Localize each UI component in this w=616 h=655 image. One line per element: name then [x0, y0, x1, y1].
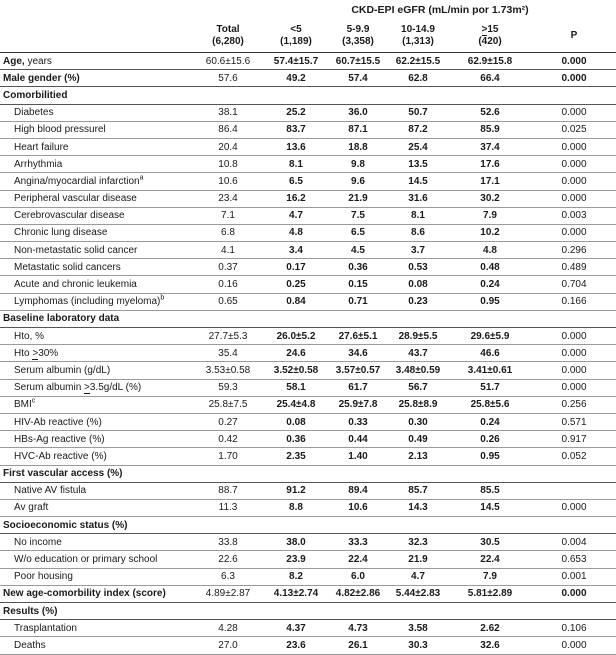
table-row	[0, 431, 616, 448]
table-cell: 50.7	[388, 104, 448, 121]
table-cell: 4.1	[192, 242, 264, 259]
table-cell: 37.4	[448, 138, 532, 155]
row-label: Baseline laboratory data	[0, 310, 616, 327]
table-cell: 60.6±15.6	[192, 53, 264, 70]
table-row	[0, 551, 616, 568]
table-cell: 31.6	[388, 190, 448, 207]
table-cell: 83.7	[264, 121, 328, 138]
table-cell: 30.3	[388, 637, 448, 654]
table-cell: 3.52±0.58	[264, 362, 328, 379]
table-cell: 14.5	[388, 173, 448, 190]
section-row	[0, 70, 616, 87]
table-cell: 66.4	[448, 70, 532, 87]
table-cell: 0.24	[448, 276, 532, 293]
table-row	[0, 259, 616, 276]
table-cell: 57.4	[328, 70, 388, 87]
table-cell: 2.62	[448, 620, 532, 637]
table-row	[0, 207, 616, 224]
table-cell: 14.5	[448, 499, 532, 516]
table-cell: 33.8	[192, 534, 264, 551]
table-row	[0, 276, 616, 293]
section-row	[0, 53, 616, 70]
table-cell: 32.3	[388, 534, 448, 551]
table-cell: 25.9±7.8	[328, 396, 388, 413]
table-cell: 57.6	[192, 70, 264, 87]
row-label: First vascular access (%)	[0, 465, 616, 482]
table-cell: 56.7	[388, 379, 448, 396]
row-label: Hto, %	[0, 328, 192, 345]
table-cell: 7.1	[192, 207, 264, 224]
table-row	[0, 499, 616, 516]
table-row	[0, 379, 616, 396]
table-cell: 0.95	[448, 293, 532, 310]
table-cell: 0.36	[264, 431, 328, 448]
table-cell: 0.15	[328, 276, 388, 293]
row-label: Av graft	[0, 499, 192, 516]
table-cell: 6.8	[192, 224, 264, 241]
table-cell: 0.000	[532, 190, 616, 207]
table-cell: 3.57±0.57	[328, 362, 388, 379]
table-cell: 0.16	[192, 276, 264, 293]
table-cell: 6.5	[264, 173, 328, 190]
table-cell: 0.23	[388, 293, 448, 310]
row-label: Diabetes	[0, 104, 192, 121]
table-cell: 1.70	[192, 448, 264, 465]
table-cell: 0.106	[532, 620, 616, 637]
table-cell: 0.24	[448, 413, 532, 430]
row-label: Hto >30%	[0, 345, 192, 362]
table-cell: 0.84	[264, 293, 328, 310]
table-cell: 3.7	[388, 242, 448, 259]
table-cell: 3.41±0.61	[448, 362, 532, 379]
header-p: P	[570, 30, 578, 41]
table-cell: 30.5	[448, 534, 532, 551]
table-cell: 0.27	[192, 413, 264, 430]
row-label: Age, years	[0, 53, 192, 70]
table-cell: 26.1	[328, 637, 388, 654]
table-cell: 49.2	[264, 70, 328, 87]
table-cell: 4.7	[264, 207, 328, 224]
table-cell: 91.2	[264, 482, 328, 499]
table-cell: 26.0±5.2	[264, 328, 328, 345]
table-cell: 3.48±0.59	[388, 362, 448, 379]
table-cell: 8.1	[264, 156, 328, 173]
table-cell: 8.1	[388, 207, 448, 224]
table-row	[0, 224, 616, 241]
table-cell: 3.4	[264, 242, 328, 259]
table-cell: 4.82±2.86	[328, 585, 388, 602]
row-label: BMI$^c$	[0, 396, 192, 413]
table-row	[0, 482, 616, 499]
table-cell: 0.000	[532, 156, 616, 173]
row-label: W/o education or primary school	[0, 551, 192, 568]
row-label: Chronic lung disease	[0, 224, 192, 241]
table-cell: 9.6	[328, 173, 388, 190]
table-cell: 51.7	[448, 379, 532, 396]
table-cell: 3.58	[388, 620, 448, 637]
row-label: Peripheral vascular disease	[0, 190, 192, 207]
table-cell: 6.0	[328, 568, 388, 585]
table-cell: 4.7	[388, 568, 448, 585]
table-cell: 0.36	[328, 259, 388, 276]
table-cell: 25.8±7.5	[192, 396, 264, 413]
table-cell: 10.6	[328, 499, 388, 516]
table-cell: 0.003	[532, 207, 616, 224]
table-cell: 0.49	[388, 431, 448, 448]
table-row	[0, 345, 616, 362]
table-cell: 38.0	[264, 534, 328, 551]
table-cell: 0.000	[532, 138, 616, 155]
table-cell: 27.7±5.3	[192, 328, 264, 345]
table-row	[0, 620, 616, 637]
table-cell: 30.2	[448, 190, 532, 207]
table-cell: 10.6	[192, 173, 264, 190]
table-row	[0, 448, 616, 465]
header-10-14: 10-14.9 (1,313)	[401, 24, 435, 47]
table-cell: 2.13	[388, 448, 448, 465]
table-cell: 7.5	[328, 207, 388, 224]
table-cell: 59.3	[192, 379, 264, 396]
table-cell: 0.166	[532, 293, 616, 310]
table-body	[0, 53, 616, 655]
table-cell: 3.53±0.58	[192, 362, 264, 379]
table-cell: 10.8	[192, 156, 264, 173]
table-cell: 0.000	[532, 585, 616, 602]
table-cell: 5.81±2.89	[448, 585, 532, 602]
table-cell: 36.0	[328, 104, 388, 121]
row-label: Arrhythmia	[0, 156, 192, 173]
table-row	[0, 156, 616, 173]
table-cell: 0.000	[532, 224, 616, 241]
table-cell: 60.7±15.5	[328, 53, 388, 70]
row-label: No income	[0, 534, 192, 551]
table-cell: 9.8	[328, 156, 388, 173]
table-cell: 17.6	[448, 156, 532, 173]
table-cell: 85.5	[448, 482, 532, 499]
table-cell: 86.4	[192, 121, 264, 138]
table-cell: 10.2	[448, 224, 532, 241]
table-header	[0, 20, 616, 53]
row-label: Native AV fistula	[0, 482, 192, 499]
table-cell: 22.6	[192, 551, 264, 568]
row-label: Angina/myocardial infarction$^a$	[0, 173, 192, 190]
row-label: Socioeconomic status (%)	[0, 517, 616, 534]
table-cell: 62.2±15.5	[388, 53, 448, 70]
table-cell: 58.1	[264, 379, 328, 396]
table-cell: 25.8±8.9	[388, 396, 448, 413]
table-cell: 32.6	[448, 637, 532, 654]
table-cell: 62.8	[388, 70, 448, 87]
table-cell: 4.5	[328, 242, 388, 259]
table-cell: 11.3	[192, 499, 264, 516]
section-row	[0, 603, 616, 620]
table-row	[0, 242, 616, 259]
row-label: Male gender (%)	[0, 70, 192, 87]
row-label: Deaths	[0, 637, 192, 654]
table-cell: 27.6±5.1	[328, 328, 388, 345]
table-cell: 22.4	[328, 551, 388, 568]
table-cell: 25.4	[388, 138, 448, 155]
table-row	[0, 534, 616, 551]
table-cell: 25.4±4.8	[264, 396, 328, 413]
section-row	[0, 585, 616, 602]
table-cell: 8.8	[264, 499, 328, 516]
table-cell: 27.0	[192, 637, 264, 654]
table-cell: 23.4	[192, 190, 264, 207]
table-cell: 8.6	[388, 224, 448, 241]
table-cell: 25.8±5.6	[448, 396, 532, 413]
header-lt5: <5 (1,189)	[280, 24, 312, 47]
row-label: Trasplantation	[0, 620, 192, 637]
row-label: Comorbilitied	[0, 87, 616, 104]
table-cell: 0.71	[328, 293, 388, 310]
table-cell: 0.26	[448, 431, 532, 448]
table-row	[0, 637, 616, 654]
row-label: High blood pressurel	[0, 121, 192, 138]
row-label: Results (%)	[0, 603, 616, 620]
table-cell: 0.000	[532, 328, 616, 345]
table-cell: 0.000	[532, 379, 616, 396]
table-cell: 0.25	[264, 276, 328, 293]
table-cell: 6.5	[328, 224, 388, 241]
row-label: Lymphomas (including myeloma)$^b$	[0, 293, 192, 310]
table-row	[0, 138, 616, 155]
table-cell: 0.256	[532, 396, 616, 413]
table-cell: 2.35	[264, 448, 328, 465]
table-cell: 0.000	[532, 499, 616, 516]
table-cell: 29.6±5.9	[448, 328, 532, 345]
table-cell: 0.000	[532, 173, 616, 190]
table-cell: 87.1	[328, 121, 388, 138]
table-cell: 21.9	[328, 190, 388, 207]
section-row	[0, 310, 616, 327]
table-cell: 22.4	[448, 551, 532, 568]
row-label: HVC-Ab reactive (%)	[0, 448, 192, 465]
table-cell: 0.001	[532, 568, 616, 585]
header-total: Total (6,280)	[212, 24, 244, 47]
table-cell: 4.8	[264, 224, 328, 241]
table-cell: 0.44	[328, 431, 388, 448]
table-cell: 0.30	[388, 413, 448, 430]
table-cell: 0.296	[532, 242, 616, 259]
table-row	[0, 173, 616, 190]
table-cell: 0.53	[388, 259, 448, 276]
table-cell: 0.704	[532, 276, 616, 293]
row-label: Acute and chronic leukemia	[0, 276, 192, 293]
table-cell: 0.48	[448, 259, 532, 276]
data-table	[0, 20, 616, 655]
table-cell: 28.9±5.5	[388, 328, 448, 345]
table-cell: 13.5	[388, 156, 448, 173]
egfr-group-title: CKD-EPI eGFR (mL/min por 1.73m²)	[351, 4, 529, 16]
table-cell: 5.44±2.83	[388, 585, 448, 602]
table-cell: 0.08	[264, 413, 328, 430]
table-cell: 0.33	[328, 413, 388, 430]
table-cell: 52.6	[448, 104, 532, 121]
table-cell: 16.2	[264, 190, 328, 207]
table-cell: 0.65	[192, 293, 264, 310]
table-cell: 89.4	[328, 482, 388, 499]
table-cell: 4.37	[264, 620, 328, 637]
table-row	[0, 293, 616, 310]
table-cell: 34.6	[328, 345, 388, 362]
table-row	[0, 396, 616, 413]
table-cell: 0.004	[532, 534, 616, 551]
table-row	[0, 568, 616, 585]
table-cell: 46.6	[448, 345, 532, 362]
table-cell: 0.653	[532, 551, 616, 568]
table-cell: 8.2	[264, 568, 328, 585]
table-cell: 4.89±2.87	[192, 585, 264, 602]
table-cell: 87.2	[388, 121, 448, 138]
table-cell: 4.28	[192, 620, 264, 637]
table-cell: 4.8	[448, 242, 532, 259]
table-cell: 0.95	[448, 448, 532, 465]
table-cell: 57.4±15.7	[264, 53, 328, 70]
table-cell: 21.9	[388, 551, 448, 568]
table-cell: 85.7	[388, 482, 448, 499]
table-cell: 18.8	[328, 138, 388, 155]
table-cell: 0.000	[532, 345, 616, 362]
table-cell: 33.3	[328, 534, 388, 551]
table-cell: 35.4	[192, 345, 264, 362]
row-label: HBs-Ag reactive (%)	[0, 431, 192, 448]
table-cell: 23.6	[264, 637, 328, 654]
table-cell: 1.40	[328, 448, 388, 465]
table-cell: 0.000	[532, 53, 616, 70]
table-row	[0, 328, 616, 345]
row-label: Serum albumin (g/dL)	[0, 362, 192, 379]
section-row	[0, 517, 616, 534]
table-cell: 0.917	[532, 431, 616, 448]
table-cell: 24.6	[264, 345, 328, 362]
table-cell: 0.000	[532, 362, 616, 379]
table-cell: 20.4	[192, 138, 264, 155]
table-cell: 14.3	[388, 499, 448, 516]
row-label: Heart failure	[0, 138, 192, 155]
table-row	[0, 362, 616, 379]
table-cell: 0.000	[532, 104, 616, 121]
header-gte15: >15 (420)	[478, 24, 502, 47]
table-cell: 0.489	[532, 259, 616, 276]
row-label: New age-comorbility index (score)	[0, 585, 192, 602]
table-cell: 25.2	[264, 104, 328, 121]
table-cell: 6.3	[192, 568, 264, 585]
table-row	[0, 121, 616, 138]
header-5-9: 5-9.9 (3,358)	[342, 24, 374, 47]
row-label: Poor housing	[0, 568, 192, 585]
table-cell: 0.052	[532, 448, 616, 465]
table-cell: 13.6	[264, 138, 328, 155]
table-cell: 23.9	[264, 551, 328, 568]
table-row	[0, 104, 616, 121]
section-row	[0, 87, 616, 104]
table-cell: 7.9	[448, 207, 532, 224]
row-label: HIV-Ab reactive (%)	[0, 413, 192, 430]
table-cell: 61.7	[328, 379, 388, 396]
table-row	[0, 190, 616, 207]
table-cell: 0.08	[388, 276, 448, 293]
header-blank	[0, 20, 192, 53]
table-cell: 0.000	[532, 637, 616, 654]
table-cell: 38.1	[192, 104, 264, 121]
table-cell: 4.13±2.74	[264, 585, 328, 602]
table-cell: 88.7	[192, 482, 264, 499]
table-cell: 62.9±15.8	[448, 53, 532, 70]
table-cell: 0.42	[192, 431, 264, 448]
table-cell: 7.9	[448, 568, 532, 585]
section-row	[0, 465, 616, 482]
table-cell: 0.000	[532, 70, 616, 87]
table-cell: 0.571	[532, 413, 616, 430]
table-cell: 0.37	[192, 259, 264, 276]
table-cell: 85.9	[448, 121, 532, 138]
table-cell: 4.73	[328, 620, 388, 637]
row-label: Cerebrovascular disease	[0, 207, 192, 224]
table-cell: 0.17	[264, 259, 328, 276]
row-label: Serum albumin >3.5g/dL (%)	[0, 379, 192, 396]
row-label: Metastatic solid cancers	[0, 259, 192, 276]
table-row	[0, 413, 616, 430]
table-cell: 43.7	[388, 345, 448, 362]
table-cell: 17.1	[448, 173, 532, 190]
table-cell: 0.025	[532, 121, 616, 138]
row-label: Non-metastatic solid cancer	[0, 242, 192, 259]
table-cell	[532, 482, 616, 499]
